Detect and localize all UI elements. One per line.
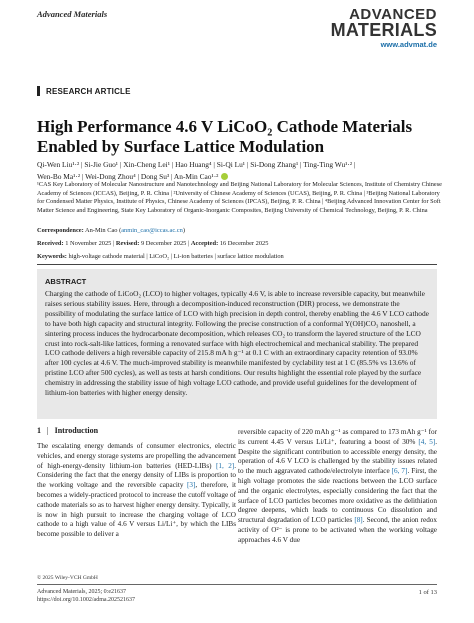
citation-link[interactable]: [3] [187,481,196,490]
keywords-text: high-voltage cathode material | LiCoO₂ | Li-ion batteries | surface lattice modulation [68,253,284,260]
article-type-bar [37,86,40,96]
logo-text-bottom: MATERIALS [330,20,437,40]
section-separator: | [47,426,49,435]
correspondence-end: ) [182,227,185,234]
journal-url-link[interactable]: www.advmat.de [380,40,437,49]
section-title: Introduction [54,426,99,435]
correspondence-text: An-Min Cao ( [85,227,122,234]
received-date: 1 November 2025 [65,240,112,247]
correspondence-label: Correspondence: [37,227,84,234]
correspondence [37,227,185,234]
citation-link[interactable]: [1, 2] [215,461,235,470]
citation-link[interactable]: [8] [354,516,363,525]
right-text-2: . Despite the significant contribution to accessible energy density, the operation of 4.6 V LCO is challenged by the stability issues related to the much aggravated cathode/electrolyte interface [238,437,437,476]
body-column-right [238,428,437,546]
journal-logo [331,8,437,49]
logo-text-top: ADVANCED [349,6,437,23]
received-label: Received: [37,240,64,247]
footer-copyright: © 2025 Wiley-VCH GmbH [37,575,98,581]
right-text-3: . First, the high voltage promotes the side reactions between the LCO surface and the organic electrolytes, especially considering the fact that the surface of LCO particles becomes more oxidative as the delithiation degree deepens, which leads to continuous Co dissolution and structural degradation of LCO particles [238,467,437,525]
citation-link[interactable]: [6, 7] [391,467,408,476]
paper-title: High Performance 4.6 V LiCoO₂ Cathode Materials Enabled by Surface Lattice Modulation [37,117,413,156]
article-dates: Received: 1 November 2025 | Revised: 9 December 2025 | Accepted: 16 December 2025 [37,240,269,247]
body-column-left [37,442,236,540]
left-text-2: . Considering the fact that the energy density of LIBs is proportion to the working voltage and the reversible capacity [37,461,236,490]
footer-journal: Advanced Materials, 2025; 0:e21637 [37,589,126,595]
left-text-1: The escalating energy demands of consumer electronics, electric vehicles, and energy storage systems are propelling the advancement of high-energy-density lithium-ion batteries (HED-LIBs) [37,442,236,470]
footer-divider [37,584,437,585]
abstract-body: Charging the cathode of LiCoO₂ (LCO) to higher voltages, typically 4.6 V, is able to increase reversible capacity, but meanwhile raises serious stability issues. Here, through a decomposition-induced reconstruction (DIR) process, we demonstrate the possibility of modulating the surface lattice of LCO with high precision in depth control, thereby enabling the 4.6 V LCO cathode to have both high capacity and structural integrity. Following the precise construction of a conformal Y(OH)CO₃ nanoshell, a sintering process induces the hydrocarbonate decomposition, which releases CO₂ to transform the layered structure of the LCO crust into rock-salt-like lattices, forming a renovated surface with high electrochemical and mechanical stability. The prepared LCO cathode delivers a high reversible capacity of 215.8 mA h g⁻¹ at 0.1 C with an extraordinary capacity retention of 93.0% after 100 cycles at 4.6 V. The much-improved stability is meanwhile manifested by cyclability test at 1 C (85.5% vs 13.6% of pristine LCO after 500 cycles), as well as tests at harsh conditions. Our results highlight the essential role played by the surface chemistry in addressing the stability issue of high voltage LCO cathode, and provide useful guidelines for the development of lithium-ion batteries with higher energy density. [45,289,429,398]
authors-line-1: Qi-Wen Liu¹·² | Si-Jie Guo¹ | Xin-Cheng Lei¹ | Hao Huang⁴ | Si-Qi Lu¹ | Si-Dong Zhang¹ | Ting-Ting Wu¹·² | [37,160,356,169]
citation-link[interactable]: [4, 5] [418,437,436,446]
page-number: 1 of 13 [418,589,437,596]
section-number: 1 [37,426,41,435]
affiliations: ¹CAS Key Laboratory of Molecular Nanostructure and Nanotechnology and Beijing National Laboratory for Molecular Sciences, Institute of Chemistry Chinese Academy of Sciences (ICCAS), Beijing, P. R. China | ²University of Chinese Academy of Sciences (UCAS), Beijing, P. R. China | ³Beijing National Laboratory for Condensed Matter Physics, Institute of Physics, Chinese Academy of Sciences (IPCAS), Beijing, P. R. China | ⁴Beijing Advanced Innovation Center for Soft Matter Science and Engineering, State Key Laboratory of Organic-Inorganic Composites, Beijing University of Chemical Technology, Beijing, P. R. China [37,181,442,215]
revised-label: Revised: [115,240,140,247]
keywords [37,253,284,260]
article-type-label: RESEARCH ARTICLE [46,86,131,96]
article-type [37,86,131,96]
accepted-date: 16 December 2025 [219,240,269,247]
orcid-icon[interactable] [221,173,228,180]
author-list [37,159,442,183]
abstract-heading: ABSTRACT [45,277,87,286]
footer-doi-link[interactable]: https://doi.org/10.1002/adma.202521637 [37,597,136,603]
right-text-1: reversible capacity of 220 mAh g⁻¹ as compared to 173 mAh g⁻¹ for its current 4.45 V versus Li/Li⁺, featuring a boost of 30% [238,428,437,446]
section-heading [37,426,98,435]
abstract-box [37,269,437,419]
journal-name: Advanced Materials [37,9,108,19]
authors-line-2-text: Wen-Bo Ma¹·² | Wei-Dong Zhou⁴ | Dong Su³ | An-Min Cao¹·² [37,172,219,181]
accepted-label: Accepted: [190,240,219,247]
revised-date: 9 December 2025 [140,240,187,247]
right-text-4: . Second, the anion redox activity of O²⁻ is prone to be activated when the working voltage approaches 4.6 V due [238,516,437,544]
left-text-3: , therefore, it becomes a widely-practiced protocol to increase the cutoff voltage of cathode materials so as to harvest higher energy density. Typically, it is now in high pursuit to increase the charging voltage of LCO cathode to a high value of 4.6 V versus Li/Li⁺, by which the LIBs become possible to deliver a [37,481,236,539]
meta-divider [37,264,437,265]
keywords-label: Keywords: [37,253,67,260]
correspondence-email-link[interactable]: anmin_cao@iccas.ac.cn [121,227,183,234]
